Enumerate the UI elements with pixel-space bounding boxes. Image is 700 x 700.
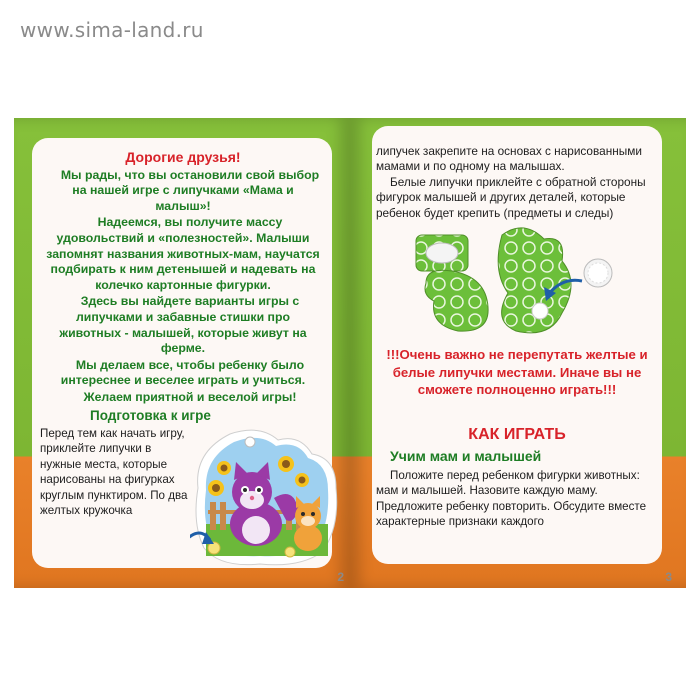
how-to-play-title: КАК ИГРАТЬ [468, 426, 566, 443]
white-velcro-text: Белые липучки приклейте с обратной стороны фигурок малышей и других деталей, которые ребенок будет крепить (предметы и следы) [376, 174, 646, 220]
prep-title: Подготовка к игре [90, 408, 211, 423]
right-page [350, 118, 686, 588]
intro-paragraph: Мы рады, что вы остановили свой выбор на нашей игре с липучками «Мама и малыш»! [60, 167, 320, 213]
velcro-instructions [376, 144, 656, 221]
prep-text: Перед тем как начать игру, приклейте липучки в нужные места, которые нарисованы на фигурках круглым пунктиром. По два желтых кружочка [40, 427, 188, 518]
how-to-play-text: Положите перед ребенком фигурки животных: мам и малышей. Назовите каждую маму. Предложите ребенку повторить. Обсудите вместе характерные признаки каждого [376, 469, 647, 529]
page-number: 2 [337, 570, 344, 584]
how-to-play-subtitle: Учим мам и малышей [390, 448, 542, 464]
velcro-pieces-icon [412, 221, 652, 341]
intro-paragraph: Мы делаем все, чтобы ребенку было интереснее и веселее играть и учиться. [60, 357, 306, 388]
intro-paragraph: Желаем приятной и веселой игры! [83, 389, 297, 404]
watermark: www.sima-land.ru [20, 18, 204, 42]
left-page [14, 118, 350, 588]
left-panel [32, 138, 332, 568]
booklet [14, 118, 686, 588]
right-panel [372, 126, 662, 564]
page-number: 3 [665, 570, 672, 584]
intro-paragraph: Надеемся, вы получите массу удовольствий и «полезностей». Малыши запомнят названия животных-мам, научатся подбирать к ним детенышей и надевать на колечко картонные фигурки. [46, 215, 320, 292]
warning-text: !!!Очень важно не перепутать желтые и белые липучки местами. Иначе вы не сможете полноценно играть!!! [386, 347, 648, 397]
greeting-title: Дорогие друзья! [125, 149, 241, 165]
cat-and-kitten-figure-icon [190, 428, 340, 568]
kitten-icon [294, 496, 322, 551]
intro-section [44, 150, 322, 406]
intro-paragraph: Здесь вы найдете варианты игры с липучками и забавные стишки про животных - малышей, которые живут на ферме. [59, 294, 307, 356]
continued-text: липучек закрепите на основах с нарисованными мамами и по одному на малышах. [376, 144, 642, 174]
